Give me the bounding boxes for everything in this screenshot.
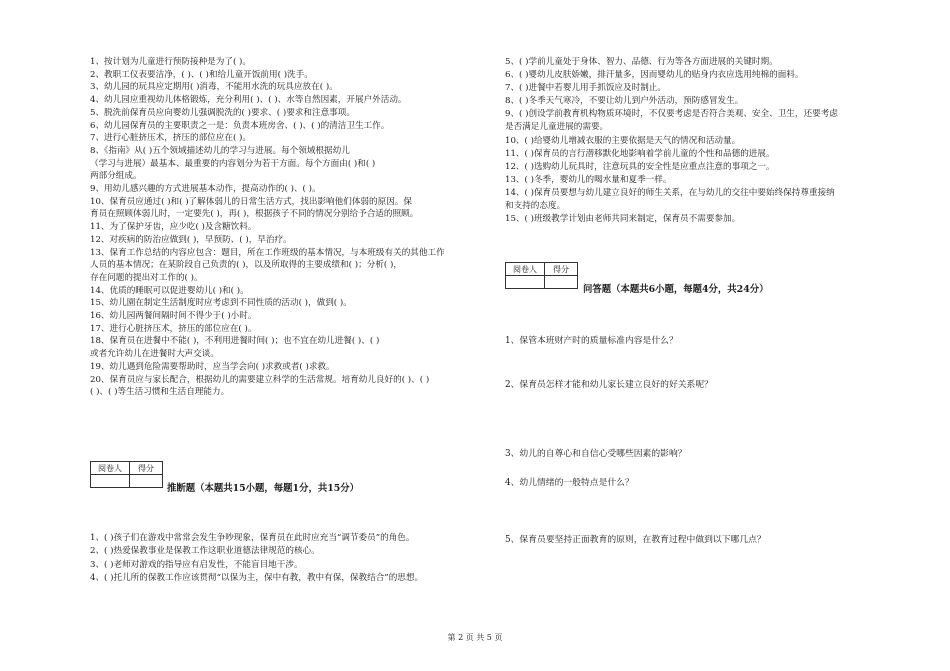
qa-question: 3、幼儿的自尊心和自信心受哪些因素的影响？ xyxy=(505,449,687,459)
fill-in-section xyxy=(90,56,492,399)
fill-in-line: （学习与进展）最基本、最重要的内容划分为若干方面。每个方面由( )和( ) xyxy=(90,158,376,169)
fill-in-line: 18、保育员在进餐中不能( )，不利用进餐时间( )；也不宜在幼儿进餐( )、( ) xyxy=(90,336,380,347)
qa-question: 1、保管本班财产时的质量标准内容是什么？ xyxy=(505,336,678,346)
fill-in-line: 16、幼儿园两餐间隔时间不得少于( )小时。 xyxy=(90,311,257,322)
score-label: 得分 xyxy=(545,263,578,276)
reviewer-cell xyxy=(91,475,130,488)
qa-question: 5、保育员要坚持正面教育的原则，在教育过程中做到以下哪几点？ xyxy=(505,535,766,545)
judge-item: 1、( )孩子们在游戏中常常会发生争吵现象，保育员在此时应充当“调节委员”的角色。 xyxy=(90,533,415,543)
reviewer-label: 阅卷人 xyxy=(91,462,130,475)
fill-in-line: 15、幼儿園在制定生活制度时应考虑到不同性质的活动( )，做到( )。 xyxy=(90,298,352,309)
fill-in-line: 6、幼儿园保育员的主要职责之一是：负责本班房舍、( )、( )的清洁卫生工作。 xyxy=(90,120,390,131)
fill-in-line: 11、为了保护牙齿，应少吃( )及含糖饮料。 xyxy=(90,222,257,233)
score-cell xyxy=(545,276,578,289)
judge-item: 15、( )班级教学计划由老师共同来制定，保育员不需要参加。 xyxy=(505,214,741,225)
fill-in-line: 3、幼儿园的玩具应定期用( )消毒，不能用水洗的玩具应放在( )。 xyxy=(90,82,338,93)
fill-in-line: 4、幼儿园应重视幼儿体格锻炼，充分利用( )、( )、水等自然因素，开展户外活动。 xyxy=(90,95,407,106)
fill-in-line: 20、保育员应与家长配合，根据幼儿的需要建立科学的生活常规。培育幼儿良好的( )、( ) xyxy=(90,374,430,385)
judge-item: 2、( )热爱保教事业是保教工作这职业道德法律规范的核心。 xyxy=(90,546,320,557)
judge-item: 是否满足儿童进展的需要。 xyxy=(505,122,609,133)
fill-in-line: 1、按计划为儿童进行预防接种是为了( )。 xyxy=(90,57,251,67)
judge-item: 10、( )给婴幼儿增减衣服的主要依据是天气的情况和活动量。 xyxy=(505,135,741,146)
judge-item: 5、( )学前儿童处于身体、智力、品德、行为等各方面进展的关键时期。 xyxy=(505,57,778,67)
score-label: 得分 xyxy=(130,462,163,475)
fill-in-line: 育员在照顾体弱儿时，一定要先( )，再( )，根据孩子不同的情况分别给予合适的照顾。 xyxy=(90,209,419,220)
fill-in-line: 5、脱洗前保育员应向婴幼儿强调脱洗的( )要求、( )要求和注意事项。 xyxy=(90,107,355,118)
fill-in-line: 人员的基本情况；在某阶段自己负责的( )，以及所取得的主要成绩和( )；分析( )， xyxy=(90,260,402,271)
judge-item: 8、( )冬季天气寒冷，不要让幼儿到户外活动，预防感冒发生。 xyxy=(505,96,744,107)
judge-right-section xyxy=(505,56,900,226)
qa-heading: 问答题（本题共6小题，每题4分，共24分） xyxy=(583,284,769,295)
judge-item: 3、( )老师对游戏的指导应有启发性，不能盲目地干涉。 xyxy=(90,559,303,570)
judge-item: 9、( )创设学前教育机构物质环境时，不仅要考虑是否符合美观、安全、卫生，还要考虑 xyxy=(505,109,838,120)
reviewer-cell xyxy=(506,276,545,289)
judge-item: 和支持的态度。 xyxy=(505,201,566,212)
fill-in-line: 19、幼儿遇到危险需要帮助时，应当学会向( )求救或者( )求救。 xyxy=(90,361,335,372)
judge-item: 11、( )保育员的言行潜移默化地影响着学前儿童的个性和品德的进展。 xyxy=(505,148,775,159)
reviewer-label: 阅卷人 xyxy=(506,263,545,276)
fill-in-line: 存在问题的提出对工作的( )。 xyxy=(90,272,203,283)
fill-in-line: 10、保育员应通过( )和( )了解体弱儿的日常生活方式，找出影响他们体弱的原因。保 xyxy=(90,196,412,207)
fill-in-line: 两部分组成。 xyxy=(90,171,142,182)
score-box-qa xyxy=(505,262,578,289)
page-number: 第 2 页 共 5 页 xyxy=(447,633,503,642)
fill-in-line: 17、进行心脏挤压术，挤压的部位应在( )。 xyxy=(90,323,257,334)
fill-in-line: 7、进行心脏挤压术，挤压的部位应在( )。 xyxy=(90,133,251,144)
score-box-judge xyxy=(90,461,163,488)
score-cell xyxy=(130,475,163,488)
fill-in-line: 14、优质的睡眠可以促进婴幼儿( )和( )。 xyxy=(90,285,249,296)
judge-item: 12、( )选购幼儿玩具时，注意玩具的安全性是应重点注意的事项之一。 xyxy=(505,161,775,172)
judge-item: 7、( )进餐中若婴儿用手抓饭应及时制止。 xyxy=(505,83,666,94)
qa-question: 2、保育员怎样才能和幼儿家长建立良好的好关系呢？ xyxy=(505,380,713,390)
judge-item: 13、( )冬季，婴幼儿的喝水量和夏季一样。 xyxy=(505,174,672,185)
fill-in-line: 9、用幼儿感兴趣的方式进展基本动作，提高动作的( )、( )。 xyxy=(90,184,321,195)
qa-question: 4、幼儿情绪的一般特点是什么？ xyxy=(505,478,634,488)
fill-in-line: 或者允许幼儿在进餐时大声交谈。 xyxy=(90,349,219,360)
judge-item: 6、( )婴幼儿皮肤娇嫩，排汗量多，因而婴幼儿的贴身内衣应选用纯棉的面料。 xyxy=(505,70,804,81)
judge-heading: 推断题（本题共15小题，每题1分，共15分） xyxy=(167,483,359,494)
judge-item: 14、( )保育员要想与幼儿建立良好的师生关系，在与幼儿的交往中要始终保持尊重接纳 xyxy=(505,187,835,198)
fill-in-line: ( )、( )等生活习惯和生活自理能力。 xyxy=(90,387,230,398)
fill-in-line: 8、《指南》从( )五个领域描述幼儿的学习与进展。每个领域根据幼儿 xyxy=(90,145,350,156)
fill-in-line: 12、对疾病的防治应做到( )，早预防、( )，早治疗。 xyxy=(90,234,292,245)
judge-left-section xyxy=(90,532,492,585)
judge-item: 4、( )托儿所的保教工作应该贯彻“以保为主，保中有教，教中有保，保教结合”的思想。 xyxy=(90,572,424,583)
fill-in-line: 13、保育工作总结的内容应包含：题目，所在工作班级的基本情况，与本班级有关的其他工作 xyxy=(90,247,445,258)
fill-in-line: 2、教职工仪表要洁净，( )、( )和给儿童开饭前用( )洗手。 xyxy=(90,69,313,80)
